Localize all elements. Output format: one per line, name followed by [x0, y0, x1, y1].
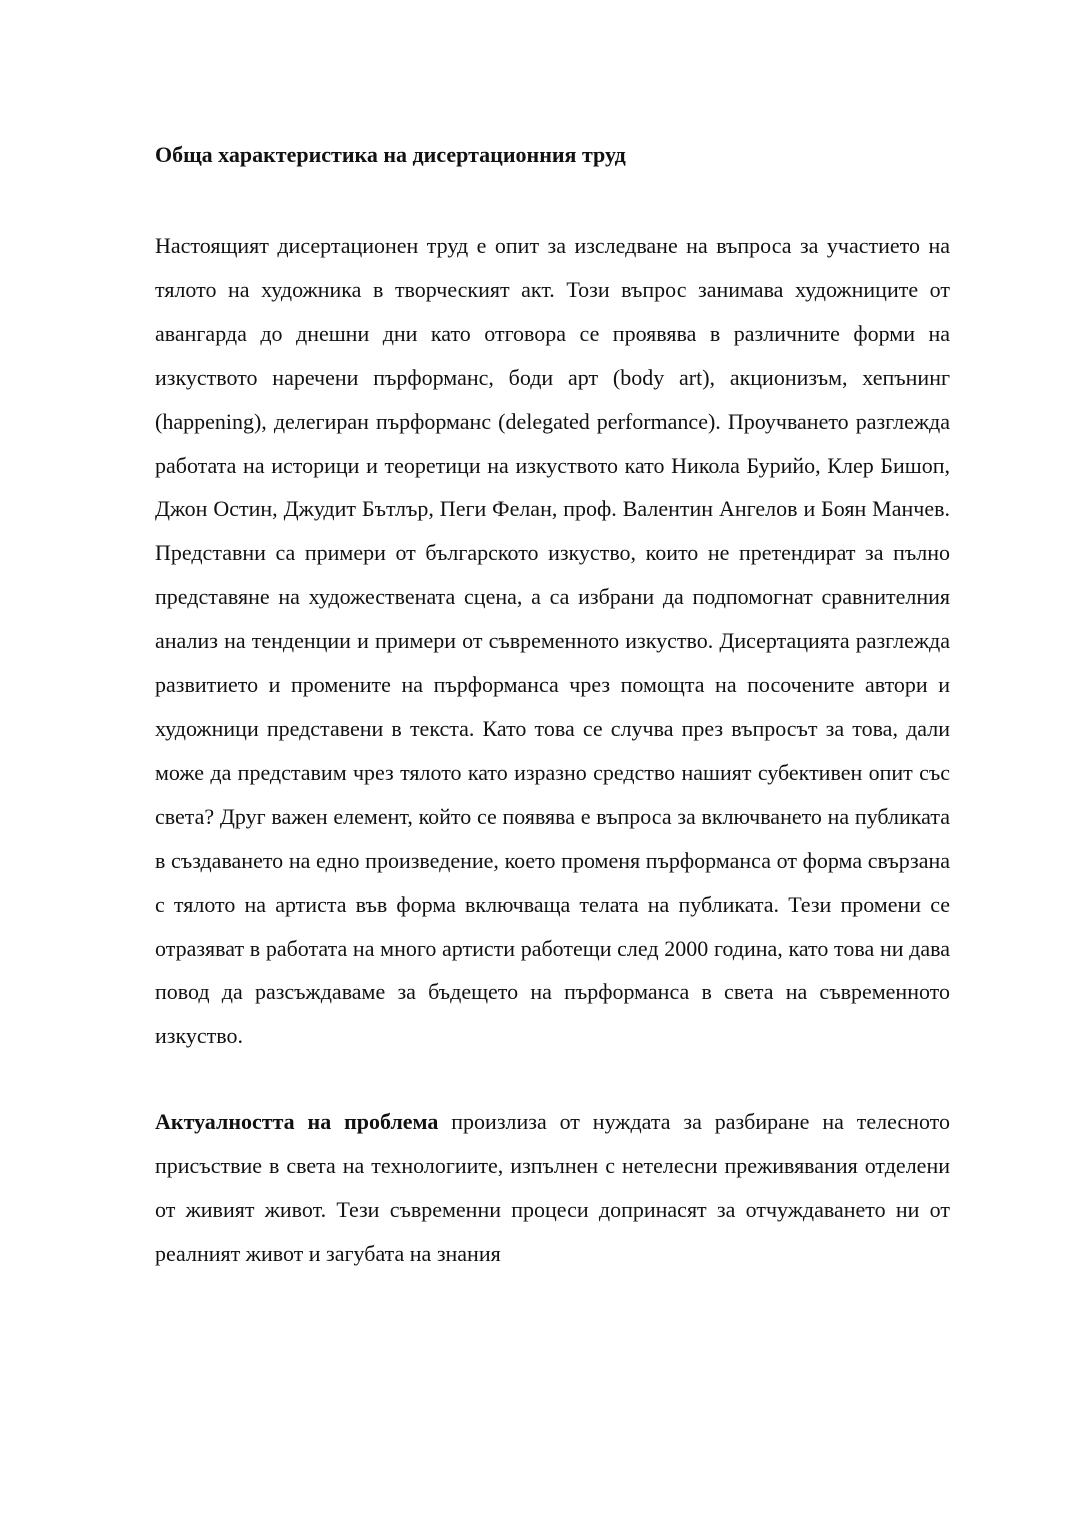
paragraph-general-characteristics: Настоящият дисертационен труд е опит за изследване на въпроса за участието на тялото на художника в творческият акт. Този въпрос занимава художниците от авангарда до днешни дни като отговора се проявява в различните форми на изкуството наречени пърформанс, боди арт (body art), акционизъм, хепънинг (happening), делегиран пърформанс (delegated performance). Проучването разглежда работата на историци и теоретици на изкуството като Никола Бурийо, Клер Бишоп, Джон Остин, Джудит Бътлър, Пеги Фелан, проф. Валентин Ангелов и Боян Манчев. Представни са примери от българското изкуство, които не претендират за пълно представяне на художествената сцена, а са избрани да подпомогнат сравнителния анализ на тенденции и примери от съвременното изкуство. Дисертацията разглежда развитието и промените на пърформанса чрез помощта на посочените автори и художници представени в текста. Като това се случва през въпросът за това, дали може да представим чрез тялото като изразно средство нашият субективен опит със света? Друг важен елемент, който се появява е въпроса за включването на публиката в създаването на едно произведение, което променя пърформанса от форма свързана с тялото на артиста във форма включваща телата на публиката. Тези промени се отразяват в работата на много артисти работещи след 2000 година, като това ни дава повод да разсъждаваме за бъдещето на пърформанса в света на съвременното изкуство. [155, 233, 950, 1049]
paragraph-relevance-text: произлиза от нуждата за разбиране на телесното присъствие в света на технологиите, изпълнен с нетелесни преживявания отделени от живият живот. Тези съвременни процеси допринасят за отчуждаването ни от реалният живот и загубата на знания [155, 1109, 950, 1266]
paragraph-relevance [155, 1100, 950, 1276]
section-heading: Обща характеристика на дисертационния труд [155, 142, 626, 167]
paragraph-relevance-lead: Актуалността на проблема [155, 1109, 439, 1135]
document-page [155, 138, 950, 1276]
